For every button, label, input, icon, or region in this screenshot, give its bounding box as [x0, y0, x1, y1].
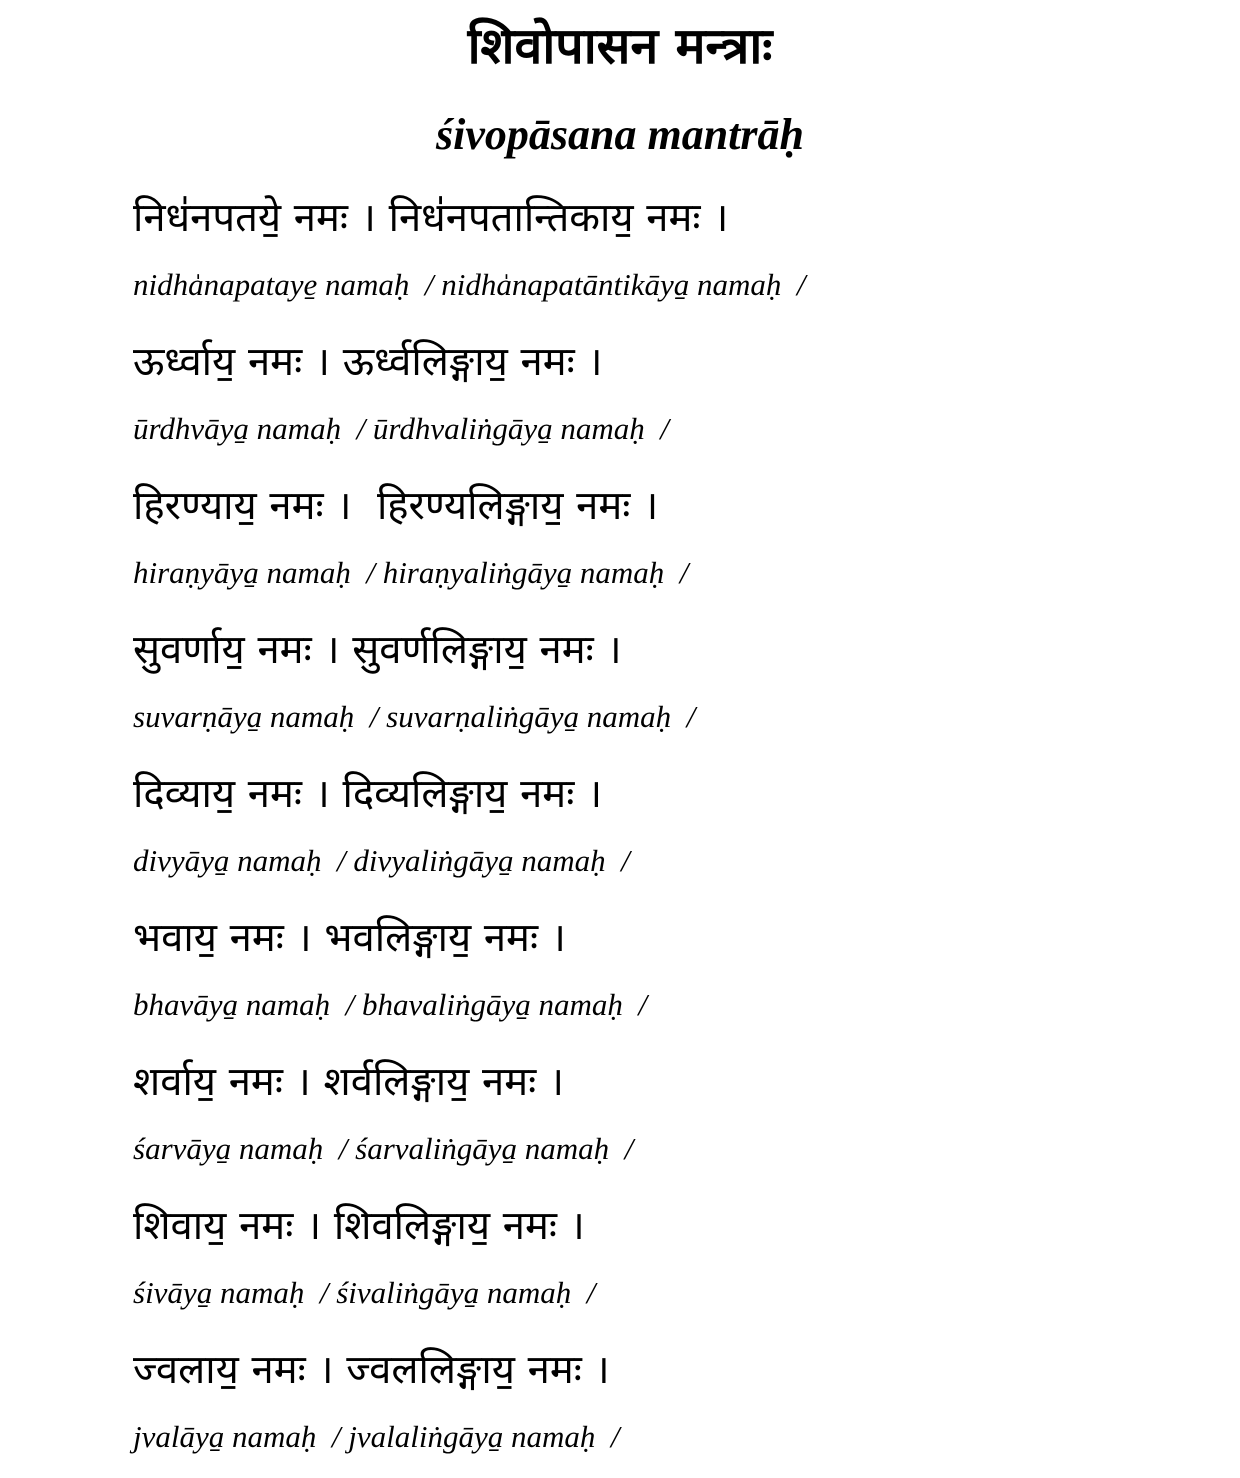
mantra-group	[133, 622, 1180, 736]
transliteration-line: nidha̍napataye̱ namaḥ / nidha̍napatāntikāya̱ namaḥ /	[133, 267, 806, 302]
mantra-group	[133, 334, 1180, 448]
devanagari-line: हिरण्याय॒ नमः । हिरण्यलिङ्गाय॒ नमः ।	[133, 483, 659, 529]
devanagari-line: शिवाय॒ नमः । शिवलिङ्गाय॒ नमः ।	[133, 1203, 585, 1249]
transliteration-line: bhavāya̱ namaḥ / bhavaliṅgāya̱ namaḥ /	[133, 987, 648, 1022]
transliteration-line: suvarṇāya̱ namaḥ / suvarṇaliṅgāya̱ namaḥ /	[133, 699, 696, 734]
mantra-group	[133, 1054, 1180, 1168]
mantra-group	[133, 766, 1180, 880]
transliteration-line: ūrdhvāya̱ namaḥ / ūrdhvaliṅgāya̱ namaḥ /	[133, 411, 669, 446]
devanagari-line: भवाय॒ नमः । भवलिङ्गाय॒ नमः ।	[133, 915, 566, 961]
transliteration-line: divyāya̱ namaḥ / divyaliṅgāya̱ namaḥ /	[133, 843, 630, 878]
devanagari-line: निध॑नपतये॒ नमः । निध॑नपतान्तिकाय॒ नमः ।	[133, 195, 729, 241]
mantra-group	[133, 190, 1180, 304]
mantra-group	[133, 1342, 1180, 1456]
transliteration-line: hiraṇyāya̱ namaḥ / hiraṇyaliṅgāya̱ namaḥ /	[133, 555, 689, 590]
devanagari-line: शर्वाय॒ नमः । शर्वलिङ्गाय॒ नमः ।	[133, 1059, 565, 1105]
mantra-group	[133, 478, 1180, 592]
transliteration-line: śarvāya̱ namaḥ / śarvaliṅgāya̱ namaḥ /	[133, 1131, 634, 1166]
devanagari-line: ज्वलाय॒ नमः । ज्वललिङ्गाय॒ नमः ।	[133, 1347, 610, 1393]
mantra-list	[133, 190, 1180, 1456]
transliteration-line: jvalāya̱ namaḥ / jvalaliṅgāya̱ namaḥ /	[133, 1419, 620, 1454]
page-title-devanagari: शिवोपासन मन्त्राः	[467, 16, 773, 75]
devanagari-line: सुवर्णाय॒ नमः । सुवर्णलिङ्गाय॒ नमः ।	[133, 627, 622, 673]
mantra-group	[133, 910, 1180, 1024]
mantra-group	[133, 1198, 1180, 1312]
devanagari-line: दिव्याय॒ नमः । दिव्यलिङ्गाय॒ नमः ।	[133, 771, 603, 817]
devanagari-line: ऊर्ध्वाय॒ नमः । ऊर्ध्वलिङ्गाय॒ नमः ।	[133, 339, 603, 385]
transliteration-line: śivāya̱ namaḥ / śivaliṅgāya̱ namaḥ /	[133, 1275, 596, 1310]
page-title-roman: śivopāsana mantrāḥ	[436, 110, 804, 159]
